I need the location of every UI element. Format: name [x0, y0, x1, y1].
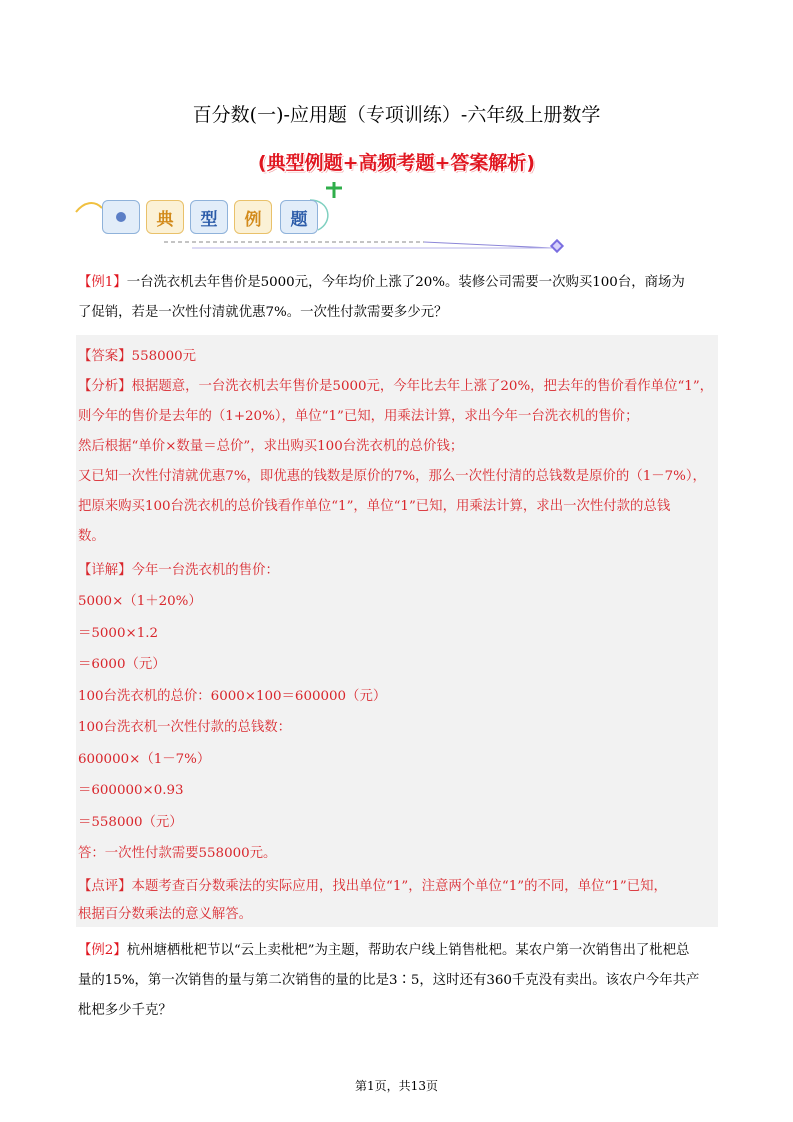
detail-line: ＝5000×1.2 [78, 626, 158, 641]
detail-line: ＝6000（元） [78, 657, 166, 672]
example-1-tag: 【例1】 [78, 275, 127, 290]
page-subtitle: (典型例题+高频考题+答案解析) [257, 152, 536, 174]
detail-line: 100台洗衣机一次性付款的总钱数： [78, 720, 292, 735]
analysis-line: 然后根据“单价×数量＝总价”，求出购买100台洗衣机的总价钱； [78, 439, 464, 454]
example-2-line: 枇杷多少千克？ [78, 1003, 172, 1018]
example-2-tag: 【例2】 [78, 943, 127, 958]
example-1-line: 了促销，若是一次性付清就优惠7%。一次性付款需要多少元？ [78, 305, 448, 320]
page-title: 百分数(一)-应用题（专项训练）-六年级上册数学 [192, 104, 601, 126]
analysis-line: 数。 [78, 529, 105, 544]
answer-line: 【答案】558000元 [78, 349, 197, 364]
example-2-line: 量的15%，第一次销售的量与第二次销售的量的比是3∶5，这时还有360千克没有卖出。该农户今年共产 [78, 973, 700, 988]
detail-line: ＝558000（元） [78, 815, 183, 830]
dot-icon [116, 212, 126, 222]
analysis-line: 【分析】根据题意，一台洗衣机去年售价是5000元，今年比去年上涨了20%，把去年的售价看作单位“1”， [78, 379, 714, 394]
banner-tile-2: 型 [190, 200, 228, 234]
comment-line: 根据百分数乘法的意义解答。 [78, 907, 253, 922]
example-1-line: 一台洗衣机去年售价是5000元，今年均价上涨了20%。装修公司需要一次购买100台，商场为 [126, 275, 685, 290]
example-1 [78, 268, 718, 328]
example-2 [78, 936, 718, 1026]
solution-box [76, 335, 718, 927]
detail-line: 【详解】今年一台洗衣机的售价： [78, 563, 279, 578]
detail-line: ＝600000×0.93 [78, 783, 184, 798]
analysis-line: 又已知一次性付清就优惠7%，即优惠的钱数是原价的7%，那么一次性付清的总钱数是原价的（1－7%）， [78, 469, 706, 484]
analysis-line: 则今年的售价是去年的（1+20%），单位“1”已知，用乘法计算，求出今年一台洗衣机的售价； [78, 409, 639, 424]
banner-tile-1: 典 [146, 200, 184, 234]
detail-line: 600000×（1－7%） [78, 752, 211, 767]
banner-tile-3: 例 [234, 200, 272, 234]
banner-bullet-tile [102, 200, 140, 234]
analysis-line: 把原来购买100台洗衣机的总价钱看作单位“1”，单位“1”已知，用乘法计算，求出一次性付款的总钱 [78, 499, 671, 514]
detail-line: 5000×（1＋20%） [78, 594, 202, 609]
banner-tile-4: 题 [280, 200, 318, 234]
detail-line: 答：一次性付款需要558000元。 [78, 846, 277, 861]
comment-line: 【点评】本题考查百分数乘法的实际应用，找出单位“1”，注意两个单位“1”的不同，单位“1”已知， [78, 879, 667, 894]
page-number: 第1页，共13页 [355, 1079, 438, 1093]
detail-line: 100台洗衣机的总价：6000×100＝600000（元） [78, 689, 387, 704]
example-2-line: 杭州塘栖枇杷节以“云上卖枇杷”为主题，帮助农户线上销售枇杷。某农户第一次销售出了枇杷总 [126, 943, 690, 958]
